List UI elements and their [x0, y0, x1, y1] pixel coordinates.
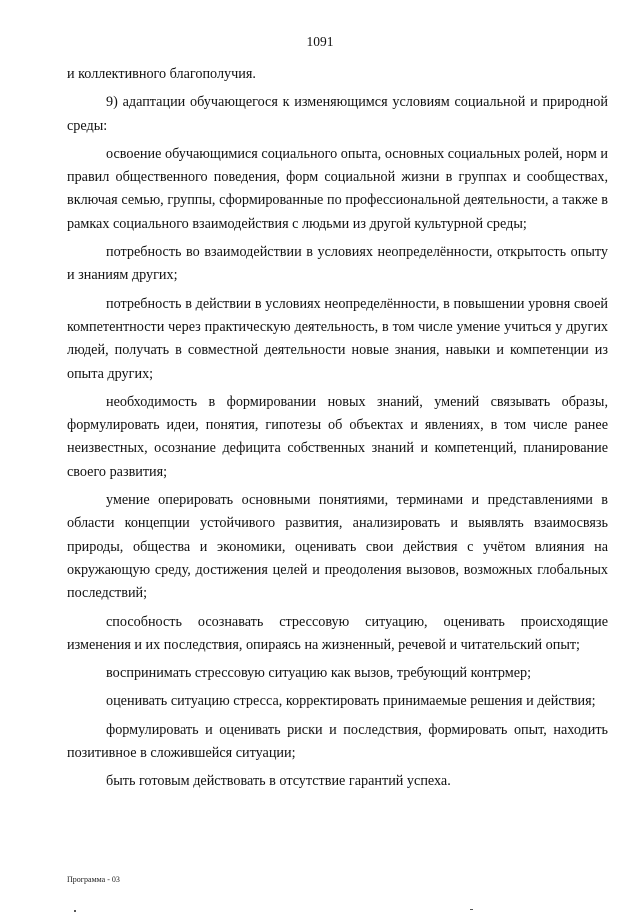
paragraph-social-experience: освоение обучающимися социального опыта, основных социальных ролей, норм и правил общественного поведения, форм социальной жизни в группах и сообществах, включая семью, группы, сформированные по профессиональной деятельности, а также в рамках социального взаимодействия с людьми из другой культурной среды; [67, 145, 608, 232]
page-number: 1091 [306, 34, 334, 49]
paragraph-readiness: быть готовым действовать в отсутствие гарантий успеха. [106, 773, 451, 790]
page-footer: Программа - 03 [67, 875, 120, 884]
document-body [67, 63, 608, 794]
paragraph-new-knowledge: необходимость в формировании новых знаний, умений связывать образы, формулировать идеи, понятия, гипотезы об объектах и явлениях, в том числе ранее неизвестных, осознание дефицита собственных знаний и компетенций, планирование своего развития; [67, 393, 608, 480]
paragraph-interaction-uncertainty: потребность во взаимодействии в условиях неопределённости, открытость опыту и знаниям других; [67, 244, 608, 284]
paragraph-item-9-heading: 9) адаптации обучающегося к изменяющимся условиям социальной и природной среды: [67, 94, 608, 134]
scan-speck [470, 909, 473, 910]
paragraph-risks: формулировать и оценивать риски и последствия, формировать опыт, находить позитивное в сложившейся ситуации; [67, 721, 608, 762]
paragraph-stress-challenge: воспринимать стрессовую ситуацию как вызов, требующий контрмер; [106, 665, 532, 682]
paragraph-stress-evaluation: оценивать ситуацию стресса, корректировать принимаемые решения и действия; [106, 693, 596, 710]
paragraph-sustainable-development: умение оперировать основными понятиями, терминами и представлениями в области концепции устойчивого развития, анализировать и выявлять взаимосвязь природы, общества и экономики, оценивать свои действия с учётом влияния на окружающую среду, достижения целей и преодоления вызовов, возможных глобальных последствий; [67, 492, 608, 602]
scan-speck [74, 910, 76, 912]
paragraph-stress-awareness: способность осознавать стрессовую ситуацию, оценивать происходящие изменения и их последствия, опираясь на жизненный, речевой и читательский опыт; [67, 613, 608, 653]
paragraph-action-uncertainty: потребность в действии в условиях неопределённости, в повышении уровня своей компетентности через практическую деятельность, в том числе умение учиться у других людей, получать в совместной деятельности новые знания, навыки и компетенции из опыта других; [67, 295, 608, 382]
paragraph-continuation: и коллективного благополучия. [67, 66, 256, 82]
